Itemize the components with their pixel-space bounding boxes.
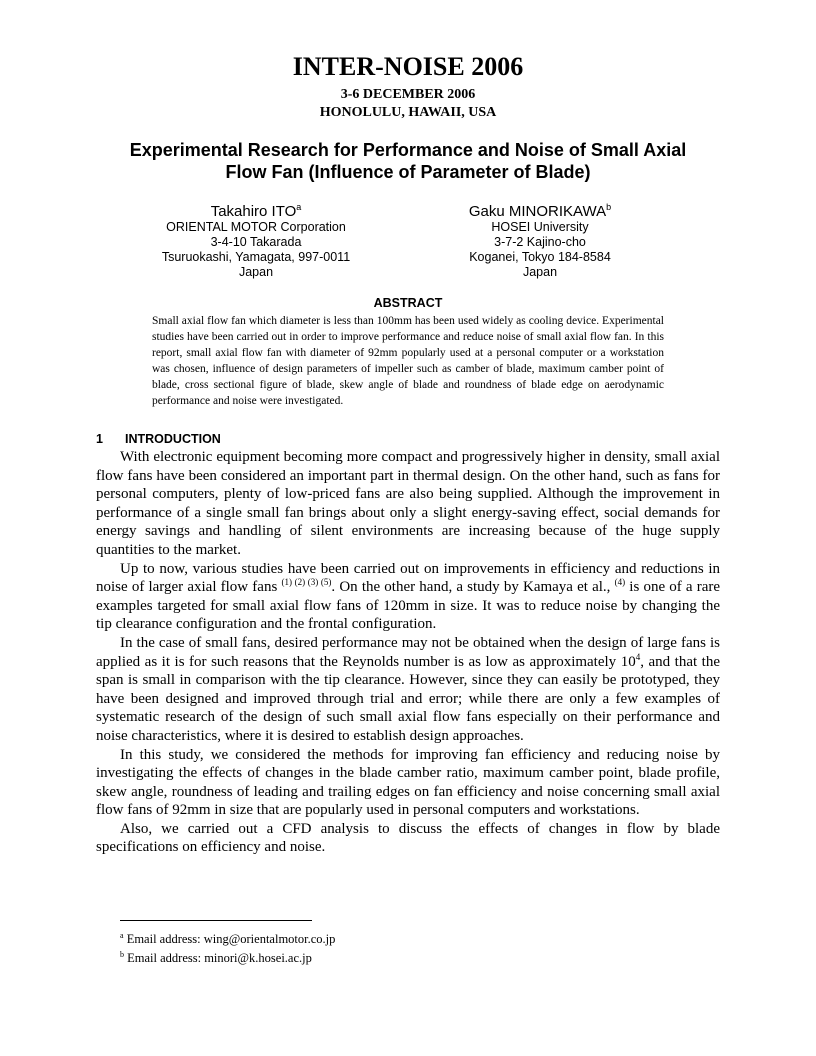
author-country: Japan — [522, 265, 558, 279]
section-heading — [96, 432, 221, 446]
footnote-mark: b — [120, 950, 124, 960]
author-organization: HOSEI University — [491, 220, 589, 234]
author-address-line-1: 3-4-10 Takarada — [210, 235, 302, 249]
author-address-line-2: Tsuruokashi, Yamagata, 997-0011 — [161, 250, 351, 264]
footnote-text: Email address: minori@k.hosei.ac.jp — [127, 951, 312, 966]
author-block-1 — [136, 199, 376, 280]
paper-title — [100, 139, 716, 183]
section-title: INTRODUCTION — [125, 432, 221, 446]
author-name: Gaku MINORIKAWA — [468, 203, 607, 220]
author-footnote-mark: a — [296, 202, 302, 212]
paragraph-text: In the case of small fans, desired performance may not be obtained when the design of large fans is applied as it is for such reasons that the Reynolds number is as low as approximately 10 — [96, 634, 720, 670]
author-footnote-mark: b — [606, 202, 612, 212]
conference-title: INTER-NOISE 2006 — [292, 52, 524, 81]
paragraph-5: Also, we carried out a CFD analysis to discuss the effects of changes in flow by blade specifications on efficiency and noise. — [96, 820, 720, 856]
citation-ref: (1) (2) (3) (5) — [281, 577, 332, 588]
conference-date: 3-6 DECEMBER 2006 — [340, 87, 476, 102]
paper-title-line-1: Experimental Research for Performance and Noise of Small Axial — [129, 140, 687, 160]
paragraph-text: . On the other hand, a study by Kamaya et al., — [331, 579, 611, 596]
footnote-a — [120, 928, 335, 947]
author-address-line-1: 3-7-2 Kajino-cho — [494, 235, 586, 249]
author-block-2 — [420, 199, 660, 280]
abstract-heading: ABSTRACT — [373, 296, 443, 310]
abstract-text: Small axial flow fan which diameter is less than 100mm has been used widely as cooling device. Experimental studies have been carried out in order to improve performance and reduce noise of small axial flow fan. In this report, small axial flow fan with diameter of 92mm popularly used at a personal computer or a workstation was chosen, influence of design parameters of impeller such as camber of blade, maximum camber point of blade, cross sectional figure of blade, skew angle of blade and roundness of blade edge on aerodynamic performance and noise were investigated. — [152, 315, 664, 407]
footnote-divider — [120, 920, 312, 921]
footnote-b — [120, 947, 335, 966]
citation-ref: (4) — [614, 577, 626, 588]
exponent: 4 — [635, 651, 641, 662]
footnotes — [120, 928, 335, 966]
paragraph-4: In this study, we considered the methods for improving fan efficiency and reducing noise by investigating the effects of changes in the blade camber ratio, maximum camber point, blade profile, skew angle, roundness of leading and trailing edges on fan efficiency and noise concerning small axial flow fans of 92mm in size that are popularly used in personal computers and workstations. — [96, 746, 720, 819]
paragraph-text: Up to now, various studies have been carried out on improvements in efficiency and reductions in noise of larger axial flow fans — [96, 560, 720, 596]
paragraph-text: , and that the span is small in comparison with the tip clearance. However, since they can easily be prototyped, they have been designed and improved through trial and error; while there are only a few examples of systematic research of the design of such small axial flow fans especially on their performance and noise characteristics, where it is desired to establish design approaches. — [96, 653, 720, 744]
paragraph-2 — [96, 560, 720, 634]
author-organization: ORIENTAL MOTOR Corporation — [166, 220, 346, 234]
author-name: Takahiro ITO — [210, 203, 297, 220]
section-body — [96, 448, 720, 857]
section-number: 1 — [96, 432, 103, 446]
paragraph-text: is one of a rare examples targeted for small axial flow fans of 120mm in size. It was to reduce noise by changing the tip clearance configuration and the frontal configuration. — [96, 579, 721, 633]
footnote-mark: a — [120, 931, 124, 940]
paragraph-3 — [96, 634, 720, 746]
author-country: Japan — [238, 265, 274, 279]
conference-place: HONOLULU, HAWAII, USA — [319, 105, 497, 120]
footnote-text: Email address: wing@orientalmotor.co.jp — [126, 932, 336, 947]
author-address-line-2: Koganei, Tokyo 184-8584 — [469, 250, 611, 264]
paragraph-1: With electronic equipment becoming more compact and progressively higher in density, small axial flow fans have been considered an important part in thermal design. On the other hand, such as fans for personal computers, plenty of low-priced fans are also being supplied. Although the improvement in performance of a single small fan brings about only a slight energy-saving effect, social demands for energy savings and handling of silent environments are increasing because of the huge supply quantities to the market. — [96, 449, 720, 558]
paper-title-line-2: Flow Fan (Influence of Parameter of Blade) — [225, 162, 591, 182]
